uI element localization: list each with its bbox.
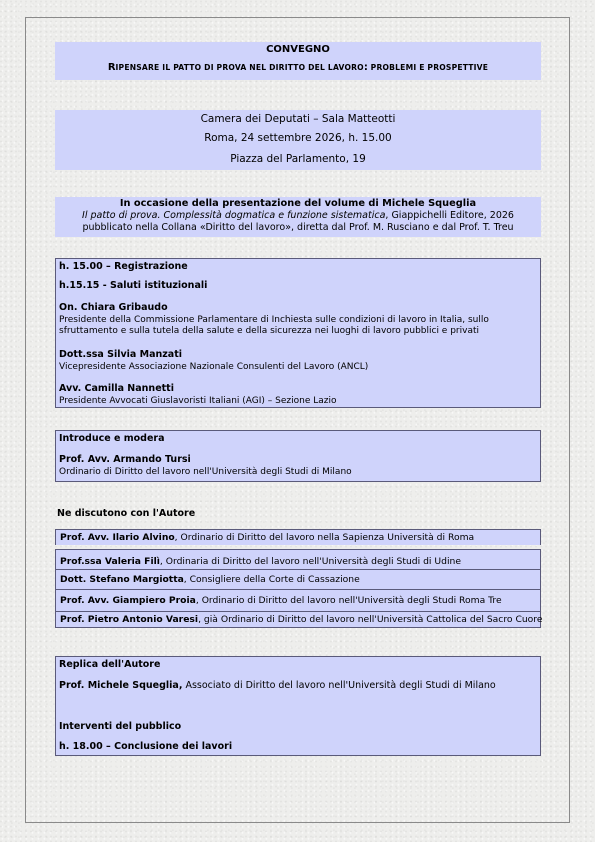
header-box [55, 42, 541, 80]
reply-label: Replica dell'Autore [59, 659, 161, 670]
title-colon: : [363, 62, 368, 73]
panelist-name: Prof. Avv. Giampiero Proia [60, 595, 196, 606]
panelist-row [55, 569, 541, 589]
occasion-book [55, 210, 541, 222]
title-initial: R [107, 62, 116, 73]
panelist-name: Dott. Stefano Margiotta [60, 574, 184, 585]
moderator-label: Introduce e modera [59, 433, 165, 444]
venue-box [55, 110, 541, 170]
panelist-row [55, 549, 541, 569]
moderator-name: Prof. Avv. Armando Tursi [59, 454, 191, 465]
speaker-role: sfruttamento e sulla tutela della salute e della sicurezza nei luoghi di lavoro pubblici e privati [59, 326, 479, 336]
panelist-role: , già Ordinario di Diritto del lavoro nell'Università Cattolica del Sacro Cuore [198, 614, 543, 625]
program-box [55, 258, 541, 408]
moderator-role: Ordinario di Diritto del lavoro nell'Università degli Studi di Milano [59, 467, 352, 477]
venue-place: Camera dei Deputati – Sala Matteotti [200, 113, 396, 125]
event-kind: CONVEGNO [266, 44, 330, 55]
panelist-role: , Ordinaria di Diritto del lavoro nell'Università degli Studi di Udine [159, 556, 461, 567]
author-entry [59, 680, 496, 692]
venue-address: Piazza del Parlamento, 19 [230, 153, 366, 165]
registration-time: h. 15.00 – Registrazione [59, 261, 188, 272]
conclusion-time: h. 18.00 – Conclusione dei lavori [59, 741, 233, 752]
author-name: Prof. Michele Squeglia, [59, 680, 183, 691]
event-title [55, 61, 541, 74]
speaker-name: Avv. Camilla Nannetti [59, 383, 174, 394]
title-part-2: PROBLEMI E PROSPETTIVE [367, 63, 489, 72]
title-part-1: IPENSARE IL PATTO DI PROVA NEL DIRITTO DEL LAVORO [115, 63, 364, 72]
panelist-role: , Ordinario di Diritto del lavoro nell'Università degli Studi Roma Tre [195, 595, 502, 606]
panelist-name: Prof. Avv. Ilario Alvino [60, 532, 175, 543]
panelist-name: Prof.ssa Valeria Filì [60, 556, 160, 567]
panelist-row [55, 611, 541, 628]
author-role: Associato di Diritto del lavoro nell'Università degli Studi di Milano [182, 680, 496, 691]
panelist-role: , Consigliere della Corte di Cassazione [183, 574, 360, 585]
discussion-label: Ne discutono con l'Autore [57, 508, 196, 519]
public-label: Interventi del pubblico [59, 721, 182, 732]
speaker-name: Dott.ssa Silvia Manzati [59, 349, 183, 360]
occasion-series: pubblicato nella Collana «Diritto del lavoro», diretta dal Prof. M. Rusciano e dal Prof. T. Treu [82, 222, 514, 233]
occasion-box [55, 197, 541, 237]
speaker-role: Presidente Avvocati Giuslavoristi Italiani (AGI) – Sezione Lazio [59, 396, 337, 406]
panelist-role: , Ordinario di Diritto del lavoro nella Sapienza Università di Roma [174, 532, 475, 543]
panelist-row [55, 589, 541, 611]
moderator-box [55, 430, 541, 482]
greetings-time: h.15.15 - Saluti istituzionali [59, 280, 208, 291]
venue-date-time: Roma, 24 settembre 2026, h. 15.00 [204, 132, 392, 144]
book-publisher: , Giappichelli Editore, 2026 [385, 210, 514, 221]
book-title: Il patto di prova. Complessità dogmatica e funzione sistematica [82, 210, 386, 221]
speaker-role: Presidente della Commissione Parlamentare di Inchiesta sulle condizioni di lavoro in Italia, sullo [59, 315, 489, 325]
speaker-role: Vicepresidente Associazione Nazionale Consulenti del Lavoro (ANCL) [59, 362, 369, 372]
closing-box [55, 656, 541, 756]
speaker-name: On. Chiara Gribaudo [59, 302, 168, 313]
panelist-name: Prof. Pietro Antonio Varesi [60, 614, 199, 625]
occasion-intro: In occasione della presentazione del volume di Michele Squeglia [119, 198, 477, 209]
panelist-row [55, 529, 541, 545]
